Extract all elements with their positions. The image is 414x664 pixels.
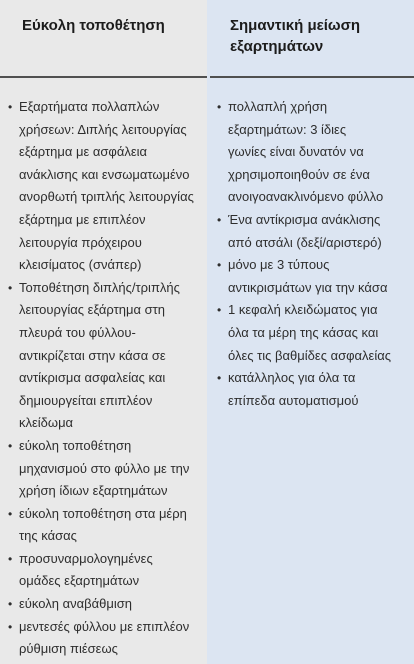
list-item-line: χρήση ίδιων εξαρτημάτων xyxy=(19,483,168,499)
column-parts-reduction xyxy=(207,0,414,664)
list-item xyxy=(8,503,201,548)
list-item-line: πλευρά του φύλλου- xyxy=(19,324,136,340)
list-item-line: ομάδες εξαρτημάτων xyxy=(19,573,140,589)
list-item-line: εύκολη αναβάθμιση xyxy=(19,596,132,612)
heading-line: Σημαντική μείωση xyxy=(230,17,361,34)
list-item xyxy=(217,367,412,412)
bullet-icon: • xyxy=(8,506,13,521)
bullet-icon: • xyxy=(217,100,222,114)
list-item xyxy=(217,96,412,209)
bullet-icon: • xyxy=(8,280,13,295)
list-item-line: χρήσεων: Διπλής λειτουργίας xyxy=(19,121,187,137)
bullet-icon: • xyxy=(8,597,13,612)
list-item-line: Ένα αντίκρισμα ανάκλισης xyxy=(228,211,381,227)
list-item xyxy=(8,548,201,593)
list-item-line: κλείδωμα xyxy=(19,415,74,431)
feature-list xyxy=(207,78,414,412)
heading-line: Εύκολη τοποθέτηση xyxy=(22,17,165,34)
list-item-line: κλεισίματος (σνάπερ) xyxy=(19,257,142,273)
list-item xyxy=(8,277,201,435)
list-item-line: πολλαπλή χρήση xyxy=(228,99,328,114)
list-item-line: 1 κεφαλή κλειδώματος για xyxy=(228,302,378,318)
list-item-line: της κάσας xyxy=(19,528,77,544)
bullet-icon: • xyxy=(217,212,222,227)
column-heading xyxy=(0,0,207,78)
list-item-line: ανάκλισης και ενσωματωμένο xyxy=(19,166,190,182)
list-item xyxy=(217,209,412,254)
list-item-line: όλες τις βαθμίδες ασφαλείας xyxy=(228,347,392,363)
list-item xyxy=(8,616,201,661)
list-item-line: εξάρτημα με ασφάλεια xyxy=(19,144,148,160)
heading-line: εξαρτημάτων xyxy=(230,38,324,55)
list-item-line: όλα τα μέρη της κάσας και xyxy=(228,324,379,340)
list-item-line: ανορθωτή τριπλής λειτουργίας xyxy=(19,189,194,205)
bullet-icon: • xyxy=(217,371,222,386)
heading-divider xyxy=(0,76,207,78)
bullet-icon: • xyxy=(8,619,13,634)
list-item xyxy=(8,435,201,503)
bullet-icon: • xyxy=(8,438,13,453)
heading-divider xyxy=(210,76,414,78)
bullet-icon: • xyxy=(217,303,222,318)
column-heading xyxy=(207,0,414,78)
list-item-line: κατάλληλος για όλα τα xyxy=(228,370,356,386)
bullet-icon: • xyxy=(217,258,222,273)
list-item-line: Τοποθέτηση διπλής/τριπλής xyxy=(19,279,180,295)
list-item-line: ρύθμιση πιέσεως xyxy=(19,641,118,657)
list-item-line: γωνίες είναι δυνατόν να xyxy=(228,144,364,160)
list-item-line: μεντεσές φύλλου με επιπλέον xyxy=(19,618,190,634)
bullet-icon: • xyxy=(8,551,13,566)
list-item-line: μόνο με 3 τύπους xyxy=(228,257,330,273)
list-item-line: εξαρτημάτων: 3 ίδιες xyxy=(228,121,347,137)
list-item-line: από ατσάλι (δεξί/αριστερό) xyxy=(228,234,382,250)
list-item-line: εύκολη τοποθέτηση xyxy=(19,437,132,453)
list-item-line: επίπεδα αυτοματισμού xyxy=(228,392,359,408)
list-item-line: ανοιγοανακλινόμενο φύλλο xyxy=(228,189,384,205)
list-item-line: λειτουργία πρόχειρου xyxy=(19,234,142,250)
list-item-line: δημιουργείται επιπλέον xyxy=(19,392,153,408)
list-item-line: προσυναρμολογημένες xyxy=(19,550,153,566)
list-item xyxy=(8,593,201,616)
list-item-line: αντίκρισμα ασφαλείας και xyxy=(19,370,166,386)
list-item-line: λειτουργίας εξάρτημα στη xyxy=(19,302,166,318)
list-item xyxy=(217,299,412,367)
list-item-line: εύκολη τοποθέτηση στα μέρη xyxy=(19,505,187,521)
list-item xyxy=(8,96,201,277)
list-item-line: Εξαρτήματα πολλαπλών xyxy=(19,99,160,114)
feature-list xyxy=(0,78,207,661)
list-item xyxy=(217,254,412,299)
list-item-line: αντικρίζεται στην κάσα σε xyxy=(19,347,166,363)
list-item-line: εξάρτημα με επιπλέον xyxy=(19,211,146,227)
list-item-line: χρησιμοποιηθούν σε ένα xyxy=(228,166,370,182)
bullet-icon: • xyxy=(8,100,13,114)
list-item-line: αντικρισμάτων για την κάσα xyxy=(228,279,388,295)
list-item-line: μηχανισμού στο φύλλο με την xyxy=(19,460,190,476)
